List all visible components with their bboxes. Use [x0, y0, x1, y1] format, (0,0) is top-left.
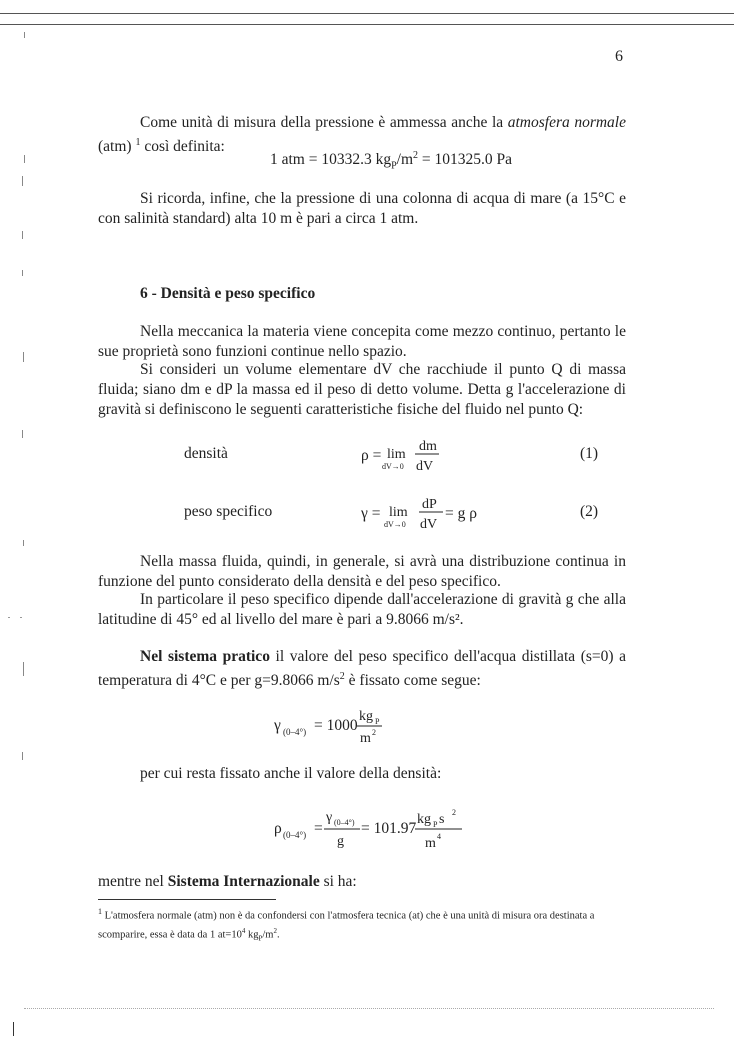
svg-text:2: 2 [372, 728, 376, 737]
def1-label: densità [184, 445, 228, 462]
svg-text:s: s [439, 812, 445, 827]
svg-text:m: m [425, 836, 436, 851]
svg-text:(0–4°): (0–4°) [283, 727, 307, 737]
paragraph-atm-intro: Come unità di misura della pressione è ammessa anche la atmosfera normale (atm) $^1$ così definita: [98, 114, 626, 156]
svg-text:kg: kg [359, 709, 373, 724]
def2-label: peso specifico [184, 503, 273, 520]
svg-text:lim: lim [387, 447, 406, 462]
def2-formula [355, 490, 495, 536]
svg-text:(0–4°): (0–4°) [334, 818, 355, 827]
paragraph-si-intro: mentre nel Sistema Internazionale si ha: [98, 873, 357, 890]
def1-number: (1) [580, 445, 599, 462]
svg-text:(0–4°): (0–4°) [283, 830, 307, 840]
svg-text:m: m [360, 731, 371, 746]
svg-text:g: g [337, 834, 344, 849]
svg-text:4: 4 [437, 832, 441, 841]
svg-text:γ =: γ = [361, 505, 381, 522]
def2-number: (2) [580, 503, 599, 520]
svg-text:dV→0: dV→0 [382, 462, 404, 471]
paragraph-definitions: Si consideri un volume elementare dV che racchiude il punto Q di massa fluida; siano dm e dP la massa ed il peso di detto volume. Detta g l'accelerazione di gravità si definiscono le seguenti caratteristiche fisiche del fluido nel punto Q: [98, 361, 626, 418]
header-rule-bottom [0, 24, 734, 25]
svg-text:P: P [375, 717, 380, 726]
svg-text:dV: dV [416, 459, 434, 474]
svg-text:γ: γ [326, 810, 333, 825]
svg-text:dP: dP [422, 497, 437, 512]
svg-text:= 101.97: = 101.97 [361, 820, 417, 837]
equation-gamma [268, 700, 398, 750]
paragraph-seawater: Si ricorda, infine, che la pressione di una colonna di acqua di mare (a 15°C e con salinità standard) alta 10 m è pari a circa 1 atm. [98, 190, 626, 227]
svg-text:lim: lim [389, 505, 408, 520]
equation-atm: 1 atm = 10332.3 $kg_P/m^2 = 101325.0$ Pa [270, 150, 513, 172]
svg-text:= 1000: = 1000 [314, 717, 358, 734]
header-rule-top [0, 13, 734, 14]
svg-text:P: P [433, 820, 438, 829]
section-heading: 6 - Densità e peso specifico [140, 285, 316, 302]
bottom-dotted-artifact [24, 1008, 714, 1009]
svg-text:dV: dV [420, 517, 438, 532]
svg-text:= g ρ: = g ρ [445, 505, 477, 522]
svg-text:kg: kg [417, 812, 431, 827]
svg-text:ρ: ρ [274, 820, 282, 837]
svg-text:dV→0: dV→0 [384, 520, 406, 529]
paragraph-continuum: Nella meccanica la materia viene concepita come mezzo continuo, pertanto le sue proprietà sono funzioni continue nello spazio. [98, 323, 626, 360]
equation-rho [268, 802, 468, 854]
paragraph-practical-system: Nel sistema pratico il valore del peso specifico dell'acqua distillata (s=0) a temperatura di 4°C e per g=9.8066 $m/s^2$ è fissato come segue: [98, 648, 626, 690]
svg-text:ρ =: ρ = [361, 447, 382, 464]
footnote: $^1$ L'atmosfera normale (atm) non è da confondersi con l'atmosfera tecnica (at) che è una unità di misura ora destinata a scomparire, essa è data da 1 $at=10^4$ $kg_P/m^2$. [98, 907, 595, 943]
footnote-rule [98, 899, 276, 900]
svg-text:γ: γ [274, 717, 281, 734]
paragraph-gravity: In particolare il peso specifico dipende dall'accelerazione di gravità g che alla latitudine di 45° ed al livello del mare è pari a 9.8066 m/s². [98, 591, 626, 628]
page-number: 6 [615, 48, 623, 65]
svg-text:=: = [314, 820, 323, 837]
paragraph-density-fixed: per cui resta fissato anche il valore della densità: [140, 765, 442, 782]
def1-formula [355, 432, 465, 478]
paragraph-distribution: Nella massa fluida, quindi, in generale, si avrà una distribuzione continua in funzione del punto considerato della densità e del peso specifico. [98, 553, 626, 590]
svg-text:2: 2 [452, 808, 456, 817]
svg-text:dm: dm [419, 439, 437, 454]
